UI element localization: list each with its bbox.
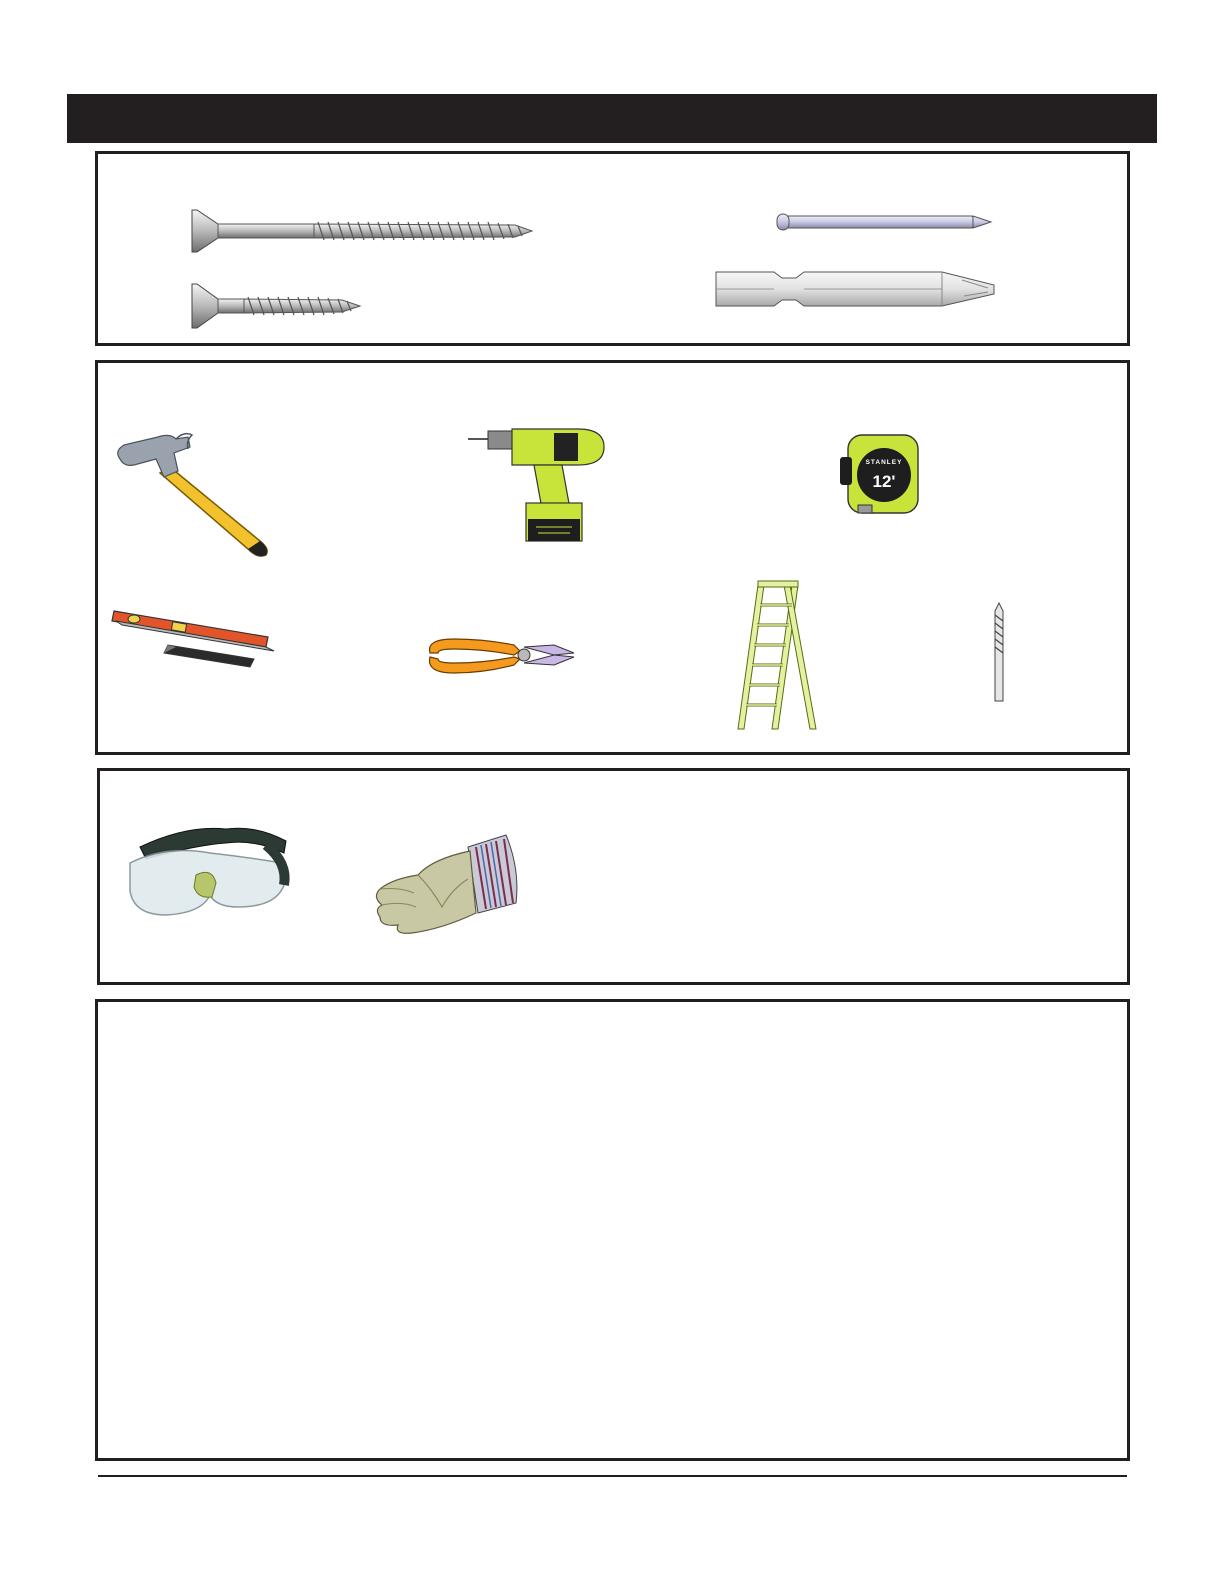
tools-panel [95,360,1130,755]
step-ladder-icon [732,579,832,735]
header-bar [67,94,1157,143]
tape-brand-label: STANLEY [865,459,903,466]
driver-bit-icon [712,268,1002,310]
long-screw-icon [190,208,540,254]
level-icon [112,607,280,671]
hammer-icon [110,429,280,553]
tape-size-label: 12' [872,472,896,491]
drill-bit-icon [992,601,1006,705]
work-glove-icon [372,829,524,937]
tape-measure-icon [838,433,920,519]
pliers-icon [424,631,584,683]
safety-goggles-icon [126,823,292,933]
hardware-panel [95,151,1130,346]
footer-rule [98,1475,1127,1477]
cordless-drill-icon [466,427,616,547]
short-screw-icon [190,282,370,330]
notes-panel [95,999,1130,1461]
safety-panel [97,768,1130,985]
pin-icon [775,211,995,235]
